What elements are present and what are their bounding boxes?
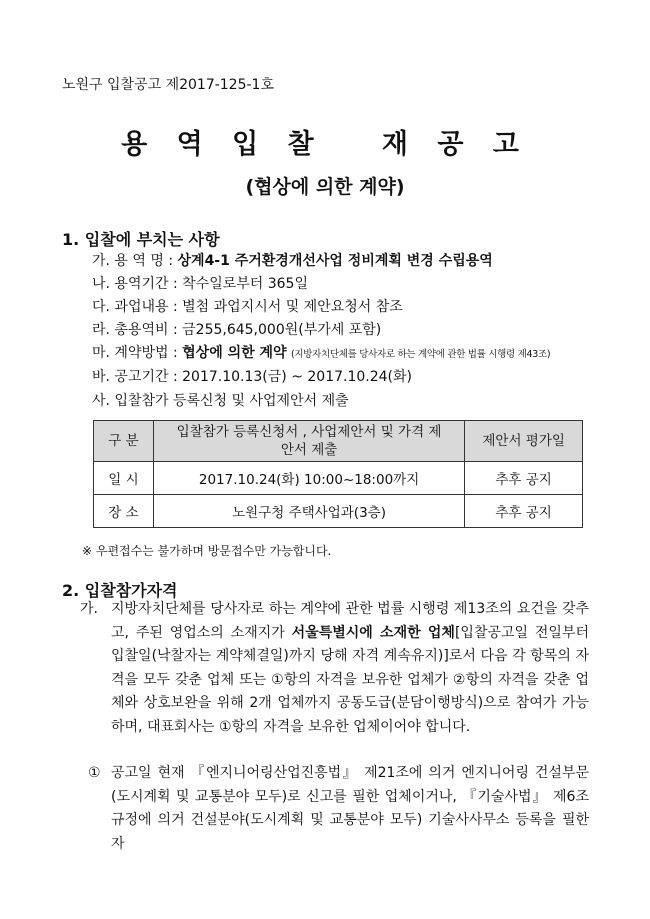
table-row bbox=[94, 495, 583, 528]
item-value: 상계4-1 주거환경개선사업 정비계획 변경 수립용역 bbox=[177, 253, 493, 269]
notice-number: 노원구 입찰공고 제2017-125-1호 bbox=[62, 77, 274, 93]
para-ga-text bbox=[111, 598, 589, 739]
item-service-period bbox=[92, 273, 308, 293]
item-value: 금255,645,000원(부가세 포함) bbox=[182, 322, 382, 338]
table-cell: 2017.10.24(화) 10:00~18:00까지 bbox=[153, 462, 464, 495]
table-header-cell: 구 분 bbox=[94, 421, 154, 462]
item-value: 협상에 의한 계약 bbox=[182, 345, 287, 361]
para-bold-text: 서울특별시에 소재한 업체 bbox=[291, 624, 455, 641]
para-text: [입찰공고일 전일부터 입찰일(낙찰자는 계약체결일)까지 당해 자격 계속유지)]로서 다음 각 항목의 자격을 모두 갖춘 업체 또는 ①항의 자격을 보유한 업체가 ②항의 자격을 갖춘 업체와 상호보완을 위해 2개 업체까지 공동도급(분담이행방식)으로 참여가 가능하며, 대표회사는 ①항의 자격을 보유한 업체이어야 합니다. bbox=[111, 624, 590, 735]
item-label: 다. 과업내용 : bbox=[92, 299, 183, 315]
item-value: 착수일로부터 365일 bbox=[182, 276, 308, 292]
table-cell: 장 소 bbox=[94, 495, 154, 528]
table-header-cell: 제안서 평가일 bbox=[465, 421, 583, 462]
item-label: 라. 총용역비 : bbox=[92, 322, 183, 338]
item-contract-method bbox=[92, 342, 550, 362]
item-submission bbox=[92, 390, 349, 410]
para-1-label: ① bbox=[88, 765, 101, 781]
para-ga-label: 가. bbox=[80, 601, 98, 617]
document-subtitle: (협상에 의한 계약) bbox=[245, 176, 405, 198]
submission-note: ※ 우편접수는 불가하며 방문접수만 가능합니다. bbox=[82, 544, 332, 558]
table-header-cell: 입찰참가 등록신청서 , 사업제안서 및 가격 제안서 제출 bbox=[153, 421, 464, 462]
table-cell: 일 시 bbox=[94, 462, 154, 495]
table-cell: 노원구청 주택사업과(3층) bbox=[153, 495, 464, 528]
item-legal-note: (지방자치단체를 당사자로 하는 계약에 관한 법률 시행령 제43조) bbox=[291, 349, 551, 360]
schedule-table bbox=[93, 420, 583, 528]
item-label: 사. bbox=[92, 393, 115, 409]
item-value: 2017.10.13(금) ~ 2017.10.24(화) bbox=[182, 369, 412, 385]
item-service-name bbox=[92, 250, 493, 270]
document-title: 용 역 입 찰 재 공 고 bbox=[121, 129, 529, 160]
para-text: 지방자치단체를 당사자로 하는 계약에 관한 법률 시행령 제13조의 요건을 갖추고, 주된 영업소의 소재지가 bbox=[111, 601, 589, 641]
item-value: 별첨 과업지시서 및 제안요청서 참조 bbox=[182, 299, 403, 315]
table-cell: 추후 공지 bbox=[465, 462, 583, 495]
table-row bbox=[94, 462, 583, 495]
item-task-content bbox=[92, 296, 403, 316]
table-header-row bbox=[94, 421, 583, 462]
table-cell: 추후 공지 bbox=[465, 495, 583, 528]
section-2-heading: 2. 입찰참가자격 bbox=[62, 581, 178, 600]
item-value: 입찰참가 등록신청 및 사업제안서 제출 bbox=[114, 393, 349, 409]
item-notice-period bbox=[92, 366, 412, 386]
section-1-heading: 1. 입찰에 부치는 사항 bbox=[62, 230, 220, 249]
item-label: 마. 계약방법 : bbox=[92, 345, 183, 361]
item-label: 나. 용역기간 : bbox=[92, 276, 183, 292]
item-label: 가. 용 역 명 : bbox=[92, 253, 178, 269]
item-total-cost bbox=[92, 319, 381, 339]
para-1-text: 공고일 현재 『엔지니어링산업진흥법』 제21조에 의거 엔지니어링 건설부문(도시계획 및 교통분야 모두)로 신고를 필한 업체이거나, 『기술사법』 제6조 규정에 의거 건설분야(도시계획 및 교통분야 모두) 기술사사무소 등록을 필한 자 bbox=[111, 765, 589, 852]
item-label: 바. 공고기간 : bbox=[92, 369, 183, 385]
